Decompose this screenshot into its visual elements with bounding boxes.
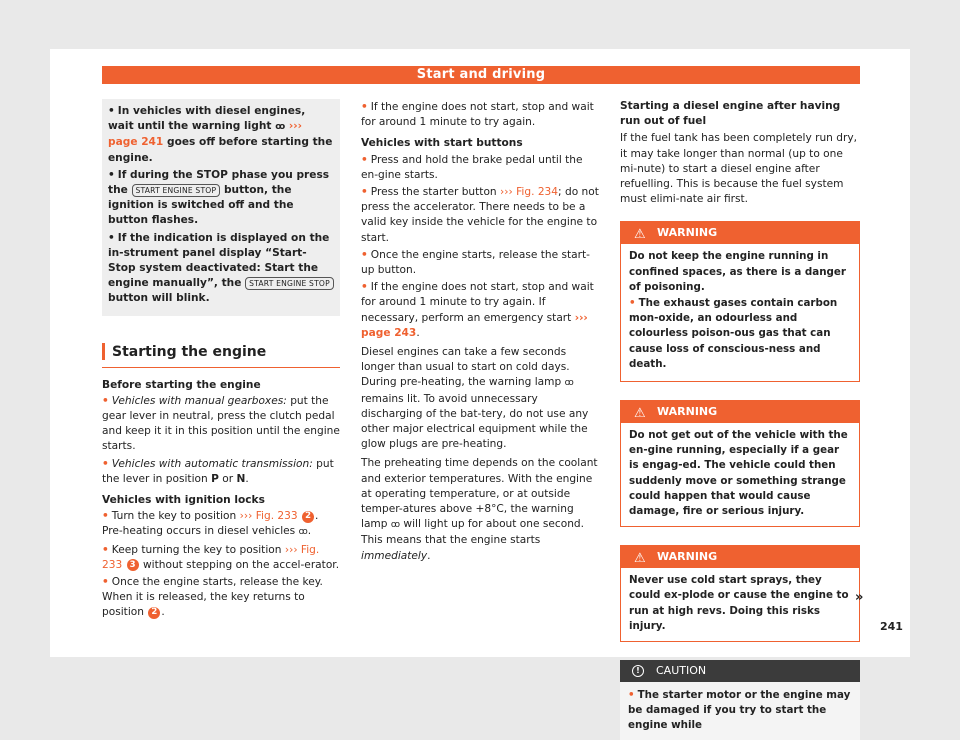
caution-box: ! CAUTION • The starter motor or the engine may be damaged if you try to start the engine while [620,660,860,740]
subheading: Starting a diesel engine after having run out of fuel [620,100,841,128]
list-item: • If the engine does not start, stop and wait for around 1 minute to try again. If necessary, perform an emergency start ››› page 243. [361,281,594,339]
continued-mark: » [855,590,864,605]
callout-number: 2 [148,607,160,619]
info-circle-icon: ! [632,665,644,677]
warning-header: ⚠ WARNING [621,546,859,568]
warning-triangle-icon: ⚠ [634,406,646,422]
warning-box: ⚠ WARNING Do not keep the engine running in confined spaces, as there is a danger of poisoning. • The exhaust gases contain carbon mon-oxide, an odourless and colourless poison-ous gas that can cause loss of conscious-ness and death. [620,221,860,382]
info-item: • If during the STOP phase you press the START ENGINE STOP button, the ignition is switched off and the button flashes. [108,168,330,227]
list-item: • Once the engine starts, release the start-up button. [361,248,590,277]
warning-header: ⚠ WARNING [621,222,859,244]
warning-box: ⚠ WARNING Do not get out of the vehicle with the en-gine running, especially if a gear is engag-ed. The vehicle could then suddenly move or something strange could happen that would cause damage, fire or serious injury. [620,400,860,527]
paragraph: The preheating time depends on the coolant and exterior temperatures. With the engine at operating temperature, or at outside temper-atures above +8°C, the warning lamp ꝏ will light up for about one second. This means that the engine starts immediately. [361,457,598,562]
column-2 [361,99,601,568]
caution-header: ! CAUTION [620,660,860,682]
page-link[interactable]: ››› page 241 [108,120,302,149]
list-item: • Press and hold the brake pedal until the en-gine starts. [361,153,583,181]
list-item: • Press the starter button ››› Fig. 234; do not press the accelerator. There needs to be a valid key inside the vehicle for the engine to start. [361,186,599,244]
callout-number: 2 [302,511,314,523]
glow-plug-icon: ꝏ [298,527,308,538]
glow-plug-icon: ꝏ [564,378,574,389]
list-item: • Vehicles with manual gearboxes: put the gear lever in neutral, press the clutch pedal and keep it it in this position until the engine starts. [102,394,340,453]
glow-plug-icon: ꝏ [275,122,286,133]
warning-header: ⚠ WARNING [621,401,859,423]
info-item: • In vehicles with diesel engines, wait until the warning light ꝏ ››› page 241 goes off before starting the engine. [108,105,333,164]
column-1 [102,99,340,623]
column-3 [620,99,860,740]
chapter-header: Start and driving [102,66,860,84]
subheading: Vehicles with ignition locks [102,494,265,507]
subheading: Vehicles with start buttons [361,137,523,150]
warning-box: ⚠ WARNING Never use cold start sprays, they could ex-plode or cause the engine to run at high revs. Doing this risks injury. [620,545,860,642]
paragraph: If the fuel tank has been completely run dry, it may take longer than normal (up to one mi-nute) to start a diesel engine after refuelling. This is because the fuel system must elimi-nate air first. [620,132,857,206]
section-heading [102,337,340,368]
warning-triangle-icon: ⚠ [634,227,646,243]
figure-link[interactable]: ››› Fig. 234 [500,186,559,199]
figure-link[interactable]: ››› Fig. 233 [102,543,320,571]
subheading: Before starting the engine [102,378,261,391]
figure-link[interactable]: ››› Fig. 233 [239,510,298,523]
info-box [102,99,340,316]
page-number: 241 [880,620,903,633]
start-engine-stop-key: START ENGINE STOP [132,184,221,197]
list-item: • Turn the key to position ››› Fig. 233 2 . Pre-heating occurs in diesel vehicles ꝏ. [102,509,340,540]
page-link[interactable]: ››› page 243 [361,311,588,339]
start-engine-stop-key: START ENGINE STOP [245,277,334,290]
list-item: • Vehicles with automatic transmission: put the lever in position P or N. [102,457,334,485]
bullet: • [108,105,115,117]
glow-plug-icon: ꝏ [390,520,401,531]
list-item: • Once the engine starts, release the key. When it is released, the key returns to position 2 . [102,576,323,619]
warning-triangle-icon: ⚠ [634,551,646,567]
paragraph: Diesel engines can take a few seconds longer than usual to start on cold days. During pre-heating, the warning lamp ꝏ remains lit. To avoid unnecessary discharging of the bat-tery, do not use any other major electrical equipment while the glow plugs are pre-heating. [361,346,589,451]
list-item: • If the engine does not start, stop and wait for around 1 minute to try again. [361,101,594,129]
info-item: • If the indication is displayed on the in-strument panel display “Start-Stop system deactivated: Start the engine manually”, the START ENGINE STOP button will blink. [108,231,334,307]
section-title: Starting the engine [112,343,267,360]
callout-number: 3 [127,559,139,571]
list-item: • Keep turning the key to position ››› Fig. 233 3 without stepping on the accel-erator. [102,543,340,571]
